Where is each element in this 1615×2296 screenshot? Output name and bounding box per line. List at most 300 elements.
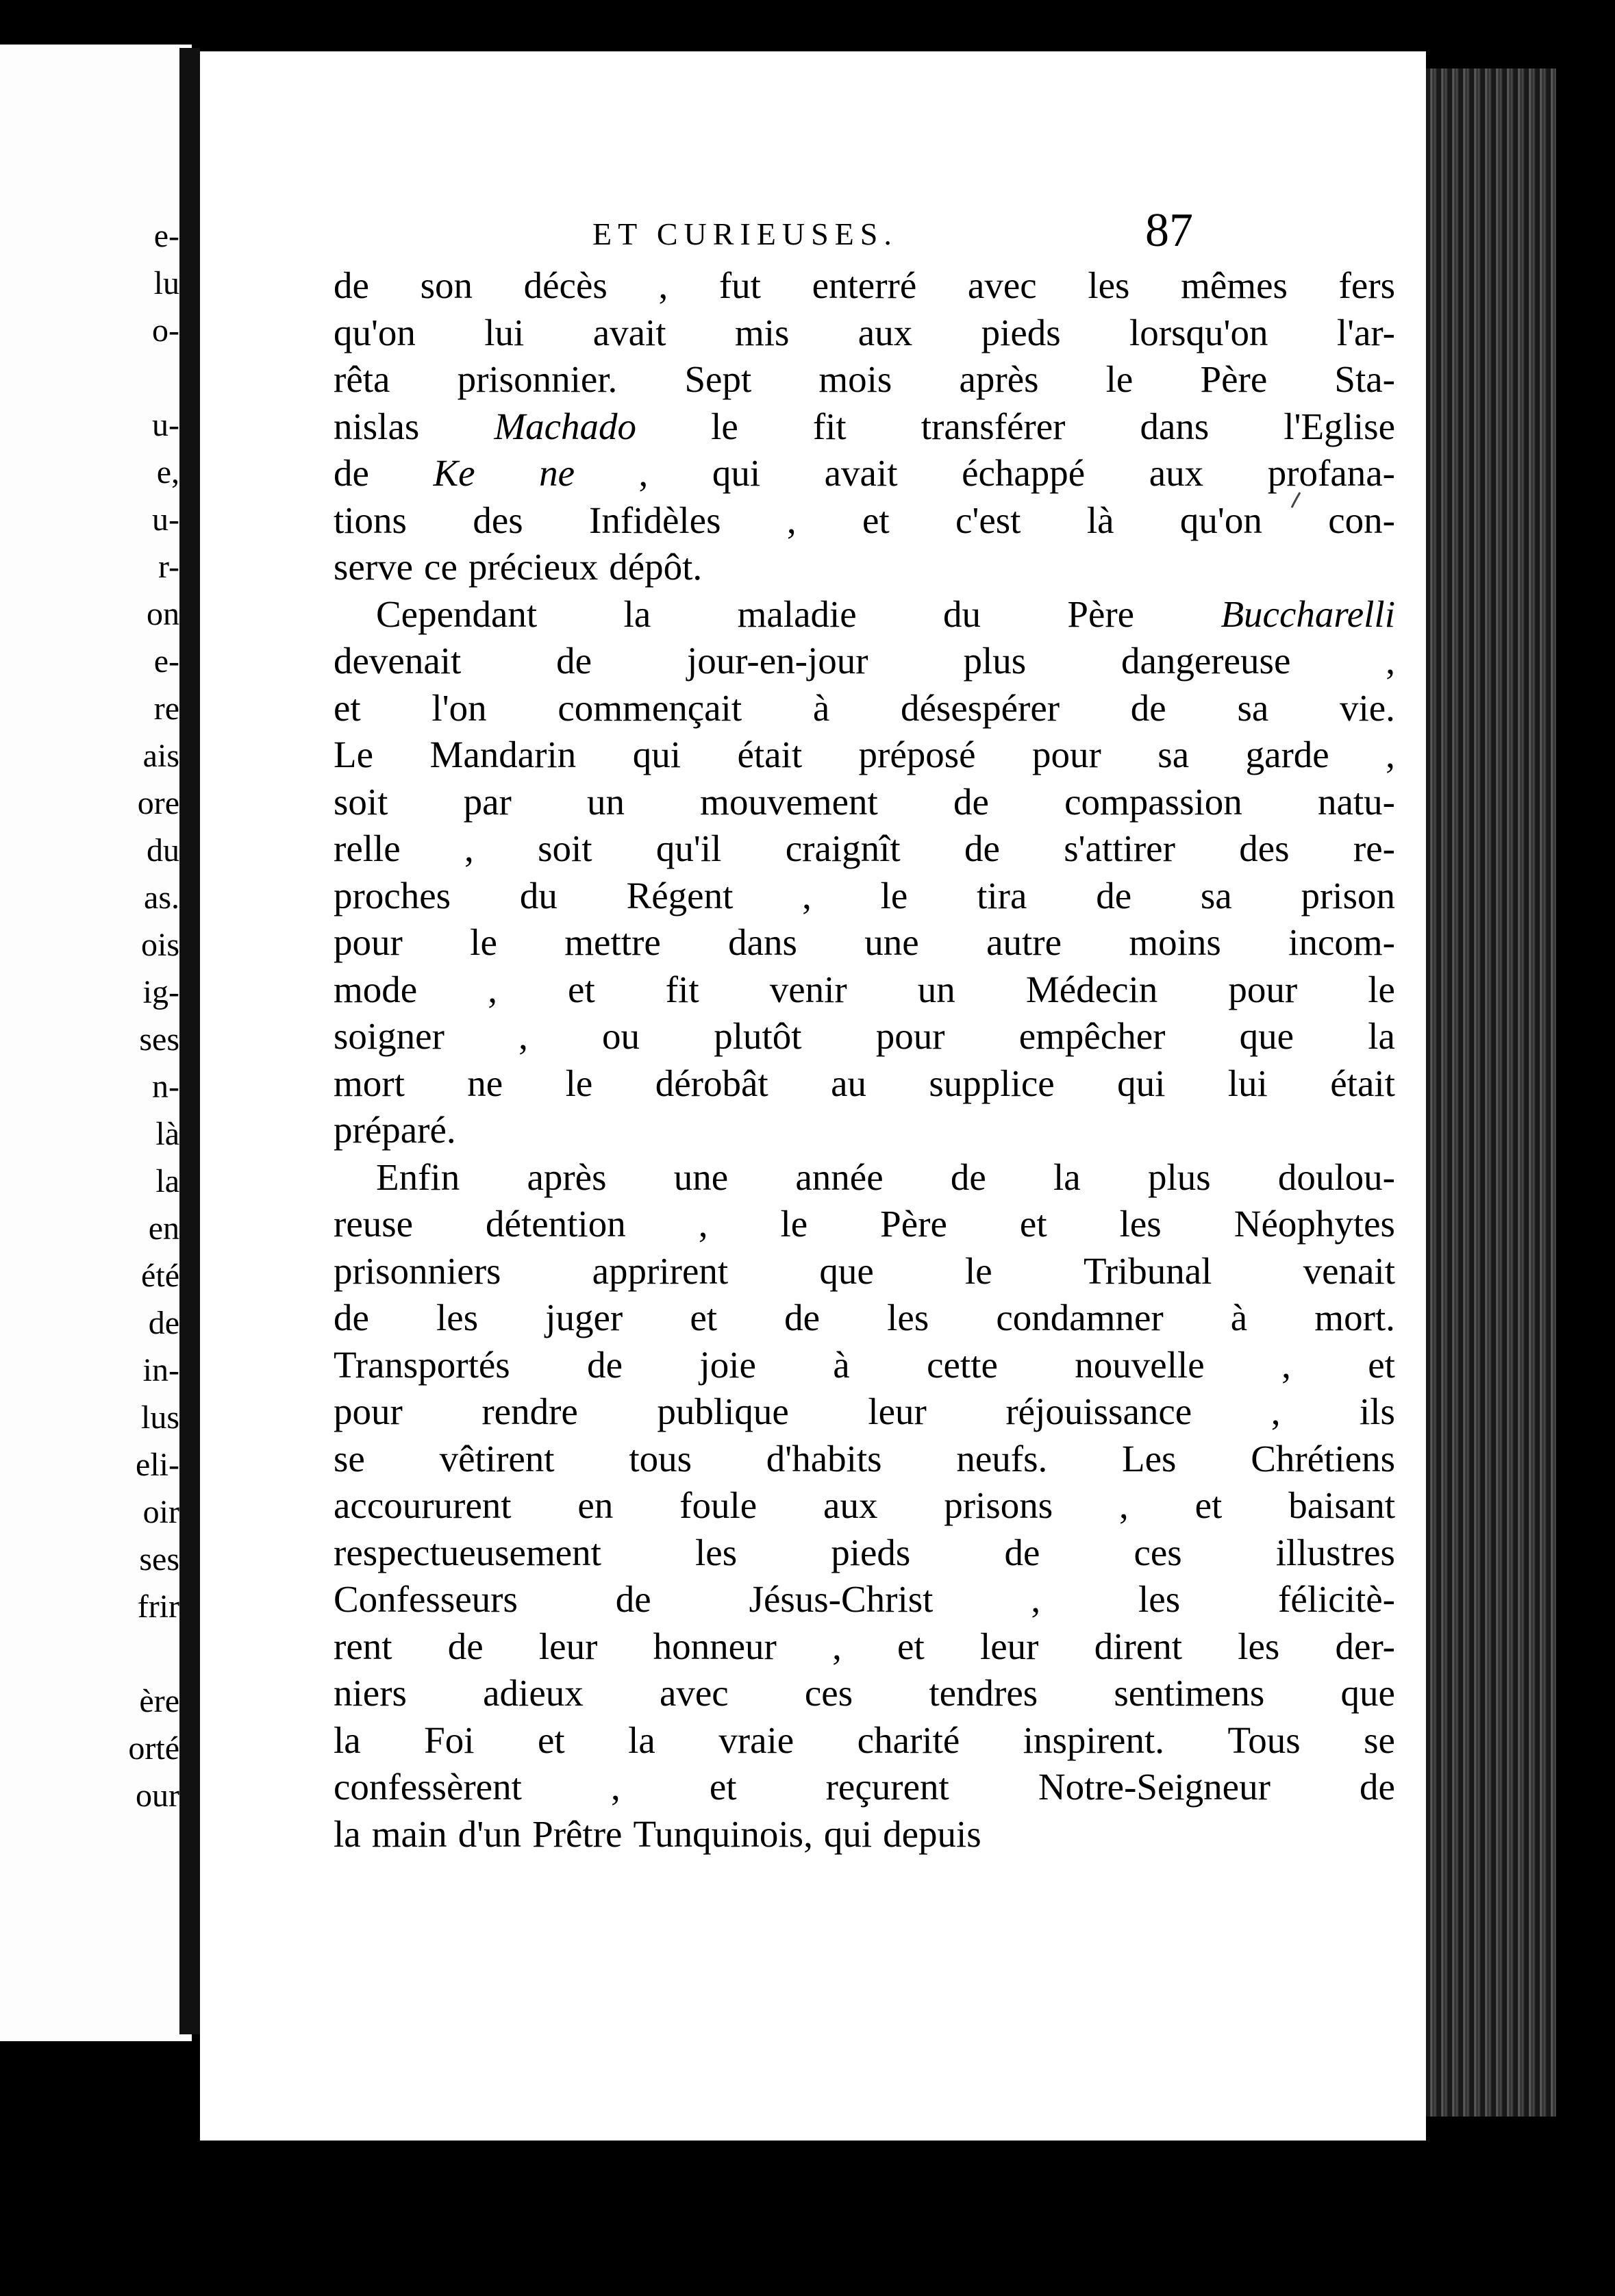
word: adieux [483,1672,584,1714]
book-page [200,51,1426,2141]
word: mort. [1314,1297,1395,1338]
word: dépôt. [609,546,703,588]
word: pour [334,1390,403,1432]
text-line [334,1060,1395,1108]
text-line [334,638,1395,685]
word: mêmes [1181,264,1288,306]
text-line [334,1201,1395,1248]
word: lui [484,311,525,353]
facing-page-fragment [0,354,179,401]
word: tira [977,874,1027,916]
word: Notre-Seigneur [1038,1766,1270,1808]
text-line [334,1107,1395,1154]
facing-page-fragment: e- [153,643,179,679]
word: mis [734,311,790,353]
text-line [334,356,1395,403]
facing-page-fragment: e- [153,218,179,254]
facing-page-fragment: la [155,1163,179,1199]
word: charité [857,1719,960,1761]
facing-page-fragment: frir [137,1588,179,1625]
word: compassion [1064,780,1242,823]
word: Transportés [334,1343,510,1386]
word: depuis [883,1812,981,1855]
italic-word: ne [539,452,575,494]
word: leur [868,1390,927,1432]
page-number: 87 [1145,204,1193,257]
word: Père [1067,592,1135,635]
word: d'habits [766,1437,882,1480]
word: vraie [718,1719,794,1761]
facing-page-text [0,212,179,1819]
word: les [436,1297,479,1338]
word: commençait [558,686,742,729]
word: le [1368,968,1395,1010]
word: la [623,592,651,635]
word: , [1386,640,1395,682]
italic-word: Machado [494,405,637,447]
word: serve [334,546,414,588]
word: Foi [424,1719,475,1761]
word: mort [334,1062,405,1104]
text-line [334,310,1395,357]
word: incom- [1288,921,1395,963]
word: pieds [831,1531,911,1573]
facing-page-fragment: du [147,832,179,869]
word: main [371,1812,447,1855]
word: leur [538,1625,598,1667]
word: , [658,264,668,306]
facing-page-fragment: lu [153,265,179,301]
word: l'Eglise [1284,405,1395,447]
word: les [1119,1203,1162,1245]
text-line [334,1436,1395,1483]
word: du [519,874,558,916]
word: qu'on [1179,499,1262,541]
word: doulou- [1277,1156,1395,1198]
word: pour [1228,968,1298,1010]
text-line [334,497,1395,545]
word: ces [1134,1531,1182,1573]
word: prisonniers [334,1249,501,1292]
word: reçurent [825,1766,949,1808]
word: , [1119,1484,1129,1526]
word: ces [804,1672,853,1714]
word: apprirent [592,1249,729,1292]
facing-page-fragment: ais [142,738,179,774]
facing-page-fragment: de [148,1305,179,1341]
running-head: ET CURIEUSES. [592,216,898,251]
word: sa [1237,686,1269,729]
word: foule [679,1484,758,1526]
word: rendre [481,1390,578,1432]
italic-word: Ke [433,452,475,494]
word: pour [1032,734,1101,775]
word: tions [334,499,407,541]
word: la [1368,1015,1395,1057]
text-line [334,919,1395,966]
word: avait [824,452,898,494]
facing-page-fragment: en [148,1210,179,1247]
body-text [334,262,1395,1858]
word: Tous [1227,1719,1301,1761]
word: relle [334,827,401,869]
word: la [1053,1156,1081,1198]
facing-page-fragment: as. [144,879,179,916]
word: que [819,1249,874,1292]
word: ne [467,1062,503,1104]
word: se [334,1437,365,1480]
word: le [470,921,497,963]
word: autre [986,921,1062,963]
text-line [334,1576,1395,1623]
word: moins [1129,921,1221,963]
word: là [1086,499,1114,541]
text-line [334,873,1395,920]
word: prisons [944,1484,1053,1526]
facing-page [0,45,192,2041]
facing-page-fragment: ore [137,785,179,821]
word: dans [1140,405,1210,447]
word: Confesseurs [334,1578,518,1620]
word: de [950,1156,986,1198]
word: désespérer [900,686,1060,729]
word: empêcher [1018,1015,1166,1057]
facing-page-fragment: in- [142,1352,179,1388]
word: Médecin [1025,968,1158,1010]
text-line [334,779,1395,826]
word: à [833,1343,850,1386]
word: le [1105,358,1134,400]
facing-page-fragment: ère [139,1683,179,1719]
word: de [334,452,369,494]
word: de [447,1625,484,1667]
text-line [334,685,1395,732]
word: des [473,499,523,541]
word: de [587,1343,623,1386]
word: l'ar- [1336,311,1395,353]
word: Les [1122,1437,1177,1480]
word: qui [823,1812,873,1855]
text-line [334,544,1395,591]
word: qu'on [334,311,416,353]
word: de [964,827,1000,869]
word: confessèrent [334,1766,522,1808]
facing-page-fragment: orté [128,1730,179,1767]
word: transférer [921,405,1066,447]
word: avec [967,264,1037,306]
word: c'est [955,499,1021,541]
word: était [737,734,803,775]
text-line [334,262,1395,310]
word: Le [334,734,374,775]
word: de [1130,686,1166,729]
word: plus [963,640,1027,682]
word: décès [523,264,608,306]
word: de [1004,1531,1040,1573]
word: devenait [334,640,462,682]
text-line [334,1811,1395,1858]
word: de [334,1297,369,1338]
word: , [786,499,797,541]
word: rent [334,1625,392,1667]
word: enterré [812,264,917,306]
word: et [1368,1343,1395,1386]
word: après [959,358,1039,400]
word: les [1088,264,1130,306]
word: , [802,874,812,916]
word: dirent [1094,1625,1182,1667]
facing-page-fragment: eli- [136,1447,179,1483]
word: Tunquinois, [633,1812,813,1855]
facing-page-fragment: n- [152,1069,179,1105]
facing-page-fragment: ses [139,1021,179,1058]
text-line [334,825,1395,873]
word: et [690,1297,718,1338]
word: s'attirer [1064,827,1175,869]
word: plus [1147,1156,1211,1198]
text-line [334,1342,1395,1389]
word: tendres [929,1672,1038,1714]
word: fers [1338,264,1395,306]
word: joie [699,1343,756,1386]
word: inspirent. [1023,1719,1164,1761]
word: vêtirent [439,1437,555,1480]
word: les [1138,1578,1181,1620]
word: avait [592,311,666,353]
word: par [463,780,512,823]
facing-page-fragment: là [155,1116,179,1152]
facing-page-fragment: u- [152,407,179,443]
word: dans [728,921,797,963]
facing-page-fragment: ses [139,1541,179,1577]
text-line [334,1530,1395,1577]
word: le [711,405,738,447]
word: et [862,499,890,541]
word: craignît [785,827,901,869]
facing-page-fragment [0,1630,179,1677]
word: la [334,1719,361,1761]
word: d'un [458,1812,522,1855]
word: mettre [564,921,661,963]
text-line [334,1717,1395,1764]
word: réjouissance [1005,1390,1192,1432]
word: garde [1245,734,1329,775]
word: de [334,264,369,306]
word: le [780,1203,808,1245]
word: préparé. [334,1109,456,1151]
word: des [1239,827,1290,869]
word: de [784,1297,821,1338]
word: échappé [962,452,1086,494]
facing-page-fragment: re [153,690,179,727]
text-line [334,966,1395,1014]
word: un [587,780,625,823]
text-line [334,1623,1395,1671]
word: Infidèles [589,499,721,541]
facing-page-fragment: r- [158,549,179,585]
word: détention [486,1203,626,1245]
word: année [795,1156,884,1198]
word: une [673,1156,729,1198]
word: lui [1227,1062,1268,1104]
word: tous [629,1437,692,1480]
word: , [698,1203,708,1245]
word: ou [602,1015,640,1057]
word: soigner [334,1015,445,1057]
word: , [610,1766,621,1808]
word: pour [875,1015,945,1057]
word: reuse [334,1203,414,1245]
facing-page-fragment: été [141,1258,179,1294]
word: et [1194,1484,1223,1526]
word: Enfin [376,1156,460,1198]
word: sentimens [1114,1672,1265,1714]
word: , [1281,1343,1291,1386]
word: une [864,921,919,963]
word: la [334,1812,361,1855]
word: était [1330,1062,1395,1104]
word: le [565,1062,593,1104]
facing-page-fragment: ig- [142,974,179,1010]
word: fit [665,968,699,1010]
word: , [488,968,497,1010]
word: con- [1328,499,1395,541]
word: ils [1359,1390,1395,1432]
page-edges [1426,68,1556,2117]
book-gutter [179,48,200,2034]
word: ce [424,546,458,588]
word: prison [1301,874,1395,916]
word: supplice [929,1062,1055,1104]
word: Néophytes [1234,1203,1395,1245]
word: Sta- [1334,358,1395,400]
word: publique [657,1390,789,1432]
word: mode [334,968,418,1010]
word: nouvelle [1075,1343,1205,1386]
word: dérobât [655,1062,768,1104]
word: et [334,686,361,729]
word: les [1238,1625,1280,1667]
facing-page-fragment: lus [140,1399,179,1436]
word: les [887,1297,929,1338]
italic-word: Buccharelli [1220,592,1395,635]
word: nislas [334,405,420,447]
word: soit [538,827,592,869]
word: qu'il [655,827,722,869]
word: son [420,264,473,306]
word: et [709,1766,737,1808]
word: , [638,452,649,494]
word: et [537,1719,565,1761]
word: Sept [684,358,752,400]
word: de [953,780,989,823]
word: Jésus-Christ [749,1578,934,1620]
text-line [334,1154,1395,1201]
word: que [1340,1672,1395,1714]
word: niers [334,1672,407,1714]
facing-page-fragment: o- [152,312,179,349]
word: accoururent [334,1484,512,1526]
word: du [943,592,981,635]
word: , [1270,1390,1281,1432]
word: Mandarin [429,734,577,775]
word: Cependant [376,592,538,635]
word: jour-en-jour [686,640,868,682]
word: préposé [858,734,976,775]
word: aux [1149,452,1204,494]
text-line [334,450,1395,497]
word: sa [1200,874,1232,916]
word: un [917,968,955,1010]
word: natu- [1317,780,1395,823]
word: vie. [1339,686,1395,729]
word: Tribunal [1083,1249,1212,1292]
word: venir [769,968,847,1010]
word: prisonnier. [457,358,618,400]
word: soit [334,780,388,823]
word: proches [334,874,451,916]
stray-mark [1289,490,1303,510]
word: baisant [1288,1484,1395,1526]
word: plutôt [714,1015,802,1057]
word: profana- [1267,452,1395,494]
word: et [1019,1203,1047,1245]
facing-page-fragment: u- [152,501,179,538]
word: , [518,1015,528,1057]
word: , [832,1625,842,1667]
word: honneur [653,1625,777,1667]
word: dangereuse [1121,640,1291,682]
text-line [334,1013,1395,1060]
word: après [527,1156,607,1198]
word: Chrétiens [1251,1437,1395,1480]
word: aux [823,1484,878,1526]
facing-page-fragment: oir [142,1494,179,1530]
word: qui [632,734,681,775]
facing-page-fragment: ois [140,927,179,963]
page-header [200,188,1426,257]
word: les [695,1531,738,1573]
text-line [334,1764,1395,1811]
word: condamner [996,1297,1164,1338]
word: de [615,1578,651,1620]
word: pieds [981,311,1061,353]
word: à [1230,1297,1248,1338]
word: re- [1353,827,1395,869]
text-line [334,591,1395,638]
word: fut [718,264,761,306]
word: Prêtre [532,1812,623,1855]
word: de [1360,1766,1395,1808]
word: en [577,1484,614,1526]
text-line [334,1670,1395,1717]
word: au [831,1062,866,1104]
word: sa [1157,734,1190,775]
text-line [334,1388,1395,1436]
text-line [334,403,1395,451]
word: lorsqu'on [1129,311,1268,353]
facing-page-fragment: our [136,1777,179,1814]
word: respectueusement [334,1531,601,1573]
word: mouvement [700,780,878,823]
word: pour [334,921,403,963]
word: que [1239,1015,1294,1057]
facing-page-fragment: e, [156,454,179,490]
word: rêta [334,358,390,400]
word: neufs. [956,1437,1048,1480]
word: , [1386,734,1395,775]
word: venait [1303,1249,1395,1292]
